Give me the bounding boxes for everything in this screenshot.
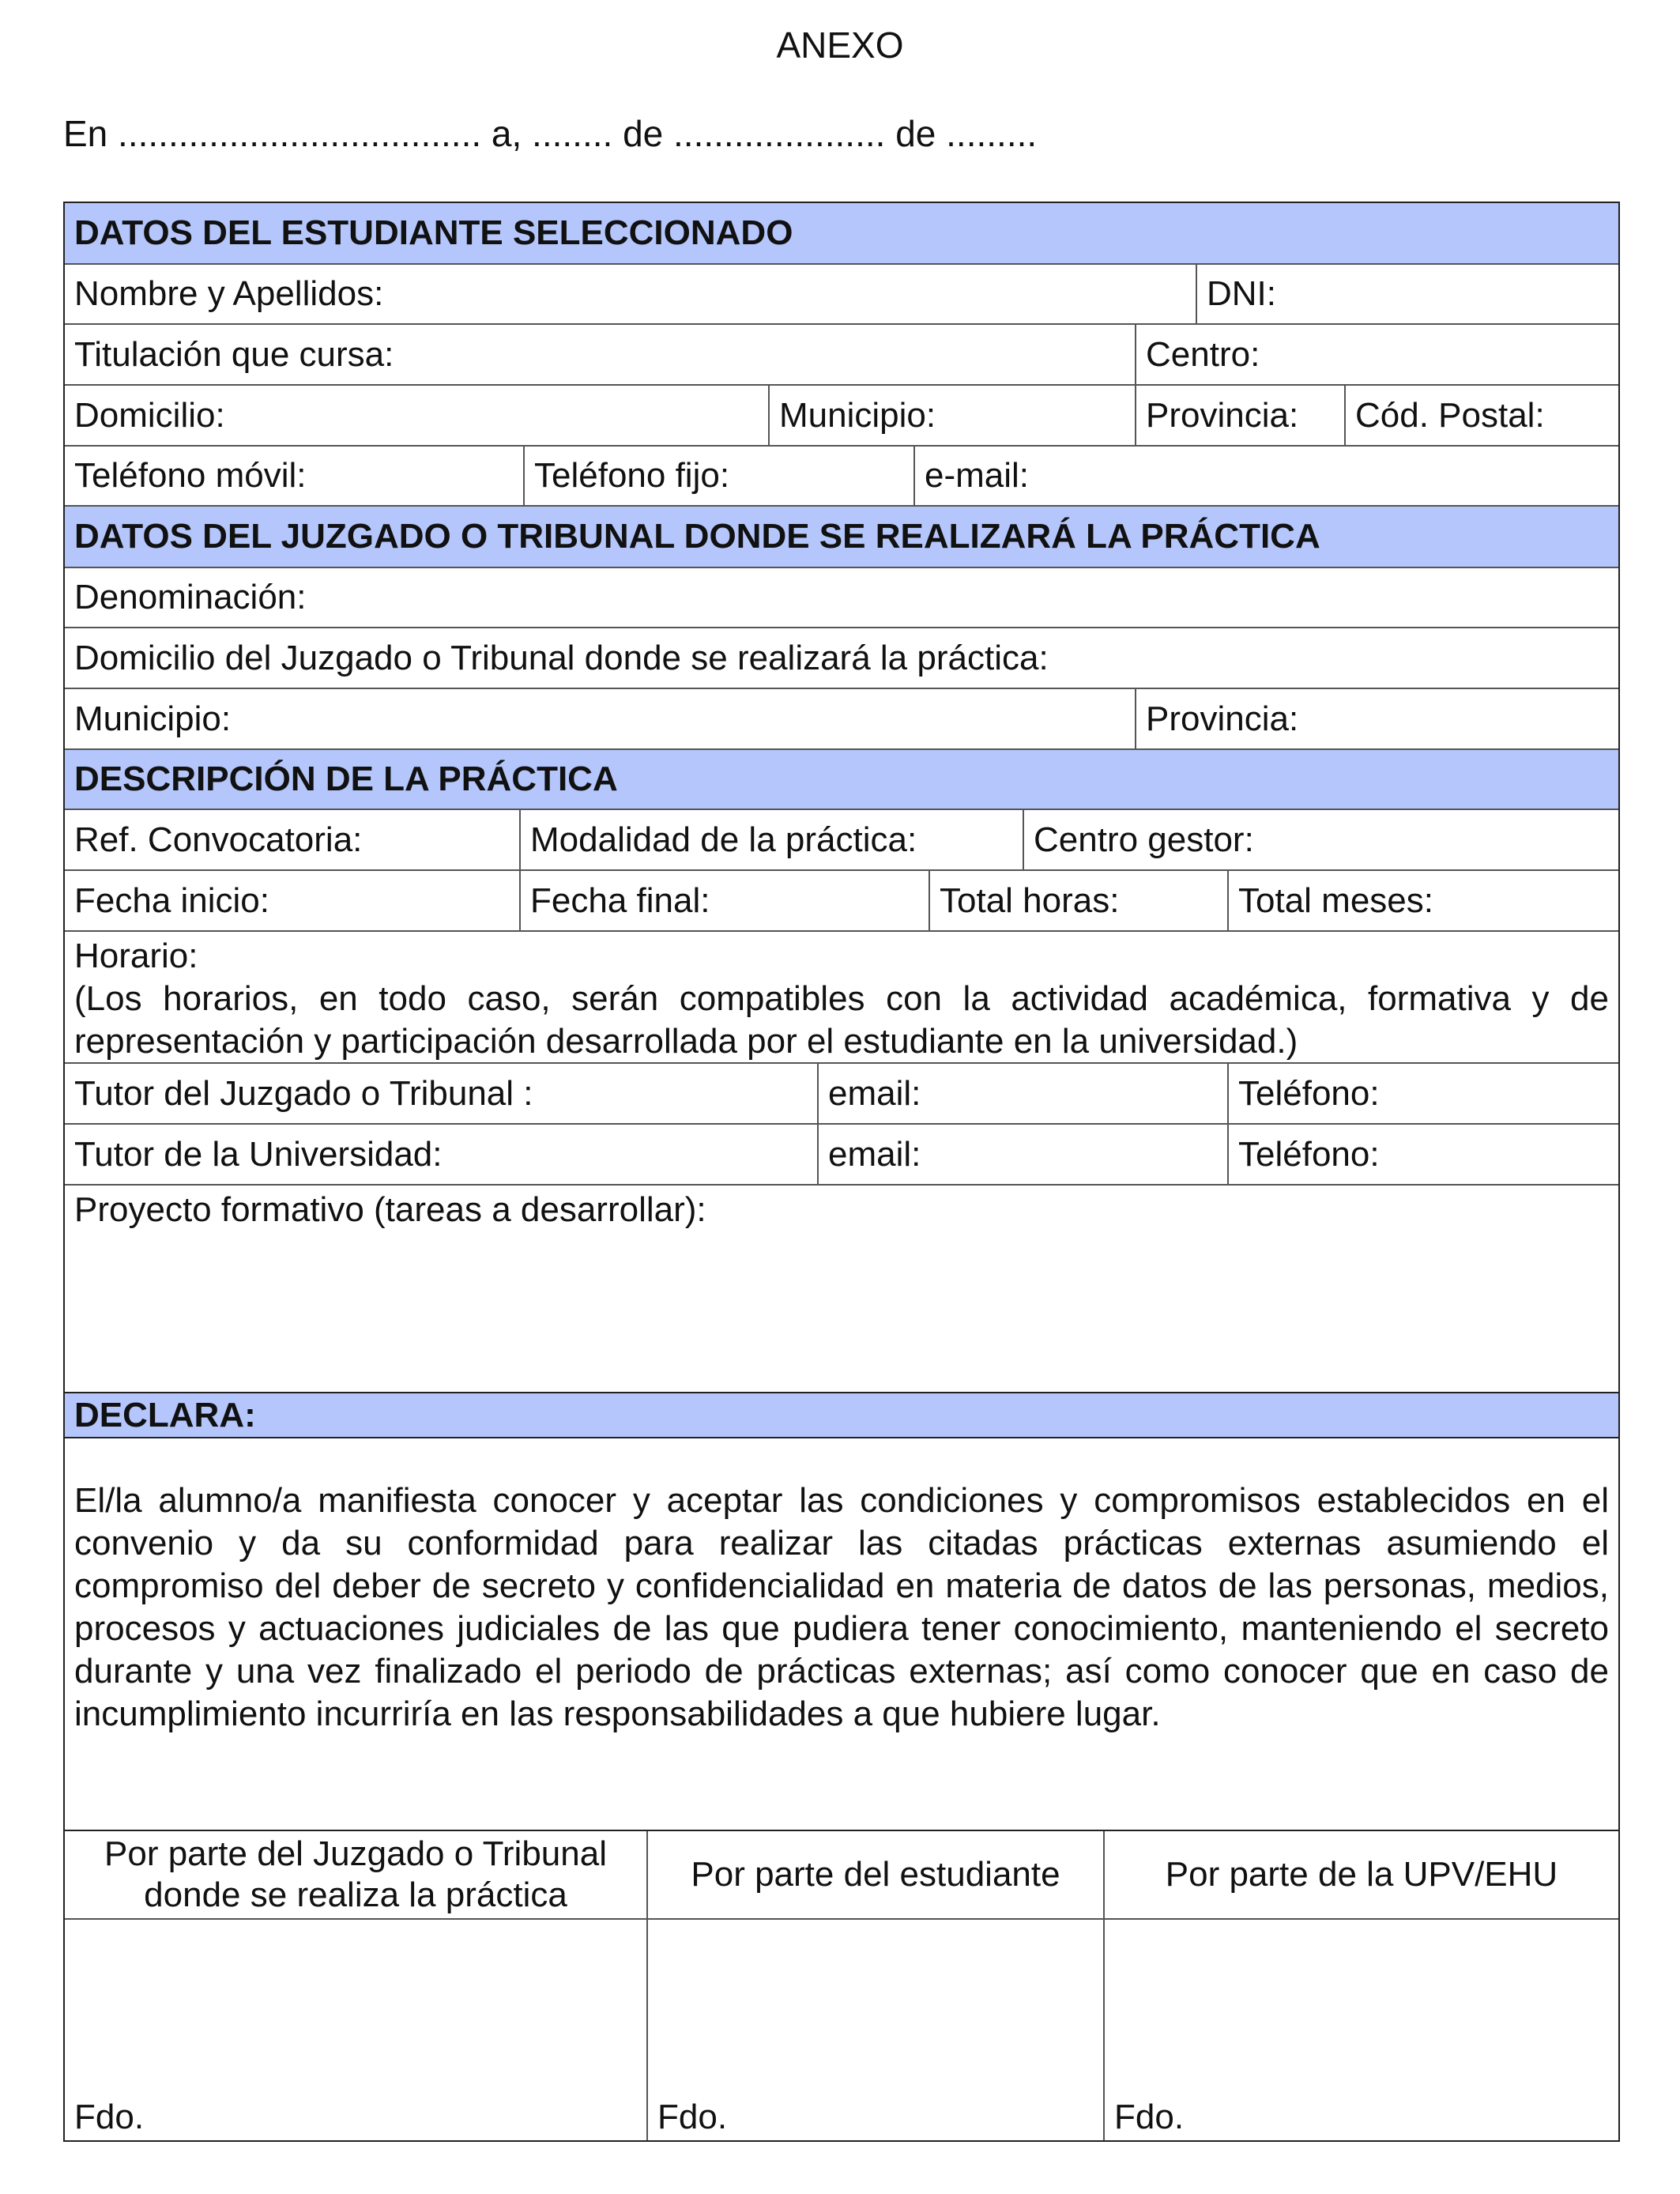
- municipio-field[interactable]: Municipio:: [770, 386, 1136, 445]
- fecha-inicio-field[interactable]: Fecha inicio:: [65, 871, 521, 930]
- signature-header-row: [65, 1831, 1618, 1920]
- signature-space-row: [65, 1920, 1618, 2140]
- annex-form: [63, 202, 1620, 2142]
- fdo-label: Fdo.: [657, 2098, 728, 2136]
- dni-field[interactable]: DNI:: [1207, 274, 1276, 313]
- signature-juzgado-box[interactable]: [65, 1920, 648, 2140]
- modalidad-field[interactable]: Modalidad de la práctica:: [521, 810, 1024, 869]
- centro-gestor-field[interactable]: Centro gestor:: [1034, 820, 1254, 859]
- telefono-fijo-field[interactable]: Teléfono fijo:: [525, 447, 915, 505]
- court-section-header: [65, 507, 1618, 568]
- page-title: ANEXO: [776, 25, 904, 66]
- signature-juzgado-label: Por parte del Juzgado o Tribunal donde se realiza la práctica: [65, 1831, 648, 1918]
- proyecto-row: [65, 1186, 1618, 1393]
- student-name-row: [65, 265, 1618, 325]
- horario-note: (Los horarios, en todo caso, serán compatibles con la actividad académica, formativa y de representación y participación desarrollada por el estudiante en la universidad.): [74, 979, 1609, 1061]
- student-degree-row: [65, 325, 1618, 386]
- denominacion-field[interactable]: Denominación:: [74, 578, 307, 616]
- court-location-row: [65, 689, 1618, 750]
- tutor-universidad-field[interactable]: Tutor de la Universidad:: [65, 1125, 819, 1184]
- domicilio-field[interactable]: Domicilio:: [65, 386, 770, 445]
- ref-convocatoria-field[interactable]: Ref. Convocatoria:: [65, 810, 521, 869]
- date-line: En .................................... a, ........ de ..................... de .........: [63, 113, 1038, 154]
- tutor-juzgado-row: [65, 1064, 1618, 1125]
- fdo-label: Fdo.: [1114, 2098, 1185, 2136]
- declaration-header: [65, 1393, 1618, 1438]
- declaration-row: [65, 1438, 1618, 1831]
- tutor-juzgado-telefono-field[interactable]: Teléfono:: [1238, 1073, 1380, 1113]
- horario-field[interactable]: [65, 932, 1618, 1062]
- court-section-title: DATOS DEL JUZGADO O TRIBUNAL DONDE SE REALIZARÁ LA PRÁCTICA: [65, 507, 1618, 567]
- provincia-field[interactable]: Provincia:: [1136, 386, 1346, 445]
- student-contact-row: [65, 447, 1618, 507]
- tutor-juzgado-email-field[interactable]: email:: [819, 1064, 1229, 1123]
- signature-upv-box[interactable]: [1105, 1920, 1618, 2140]
- horario-row: [65, 932, 1618, 1064]
- declaration-text: El/la alumno/a manifiesta conocer y aceptar las condiciones y compromisos establecidos en el convenio y da su conformidad para realizar las citadas prácticas externas asumiendo el compromiso del deber de secreto y confidencialidad en materia de datos de las personas, medios, procesos y actuaciones judiciales de las que pudiera tener conocimiento, manteniendo el secreto durante y una vez finalizado el periodo de prácticas externas; así como conocer que en caso de incumplimiento incurriría en las responsabilidades a que hubiere lugar.: [74, 1481, 1609, 1733]
- cod-postal-field[interactable]: Cód. Postal:: [1355, 395, 1545, 435]
- total-horas-field[interactable]: Total horas:: [930, 871, 1229, 930]
- practice-dates-row: [65, 871, 1618, 932]
- practice-section-title: DESCRIPCIÓN DE LA PRÁCTICA: [65, 750, 1618, 809]
- signature-upv-label: Por parte de la UPV/EHU: [1165, 1855, 1558, 1894]
- court-municipio-field[interactable]: Municipio:: [65, 689, 1136, 748]
- total-meses-field[interactable]: Total meses:: [1238, 880, 1433, 920]
- fdo-label: Fdo.: [74, 2098, 145, 2136]
- signature-estudiante-box[interactable]: [648, 1920, 1105, 2140]
- signature-estudiante-label: Por parte del estudiante: [648, 1831, 1105, 1918]
- centro-field[interactable]: Centro:: [1146, 334, 1260, 374]
- court-domicilio-field[interactable]: Domicilio del Juzgado o Tribunal donde se realizará la práctica:: [74, 638, 1049, 677]
- declaration-title: DECLARA:: [65, 1393, 1618, 1437]
- tutor-universidad-telefono-field[interactable]: Teléfono:: [1238, 1134, 1380, 1174]
- court-provincia-field[interactable]: Provincia:: [1146, 699, 1299, 738]
- titulacion-field[interactable]: Titulación que cursa:: [65, 325, 1136, 384]
- student-address-row: [65, 386, 1618, 447]
- tutor-juzgado-field[interactable]: Tutor del Juzgado o Tribunal :: [65, 1064, 819, 1123]
- fecha-final-field[interactable]: Fecha final:: [521, 871, 930, 930]
- student-section-title: DATOS DEL ESTUDIANTE SELECCIONADO: [65, 203, 1618, 263]
- telefono-movil-field[interactable]: Teléfono móvil:: [65, 447, 525, 505]
- nombre-field[interactable]: Nombre y Apellidos:: [65, 265, 1197, 323]
- email-field[interactable]: e-mail:: [925, 456, 1030, 495]
- tutor-universidad-row: [65, 1125, 1618, 1186]
- practice-ref-row: [65, 810, 1618, 871]
- court-address-row: [65, 628, 1618, 689]
- student-section-header: [65, 203, 1618, 265]
- horario-label: Horario:: [74, 937, 198, 975]
- tutor-universidad-email-field[interactable]: email:: [819, 1125, 1229, 1184]
- proyecto-field[interactable]: Proyecto formativo (tareas a desarrollar):: [74, 1190, 706, 1229]
- court-name-row: [65, 568, 1618, 628]
- practice-section-header: [65, 750, 1618, 810]
